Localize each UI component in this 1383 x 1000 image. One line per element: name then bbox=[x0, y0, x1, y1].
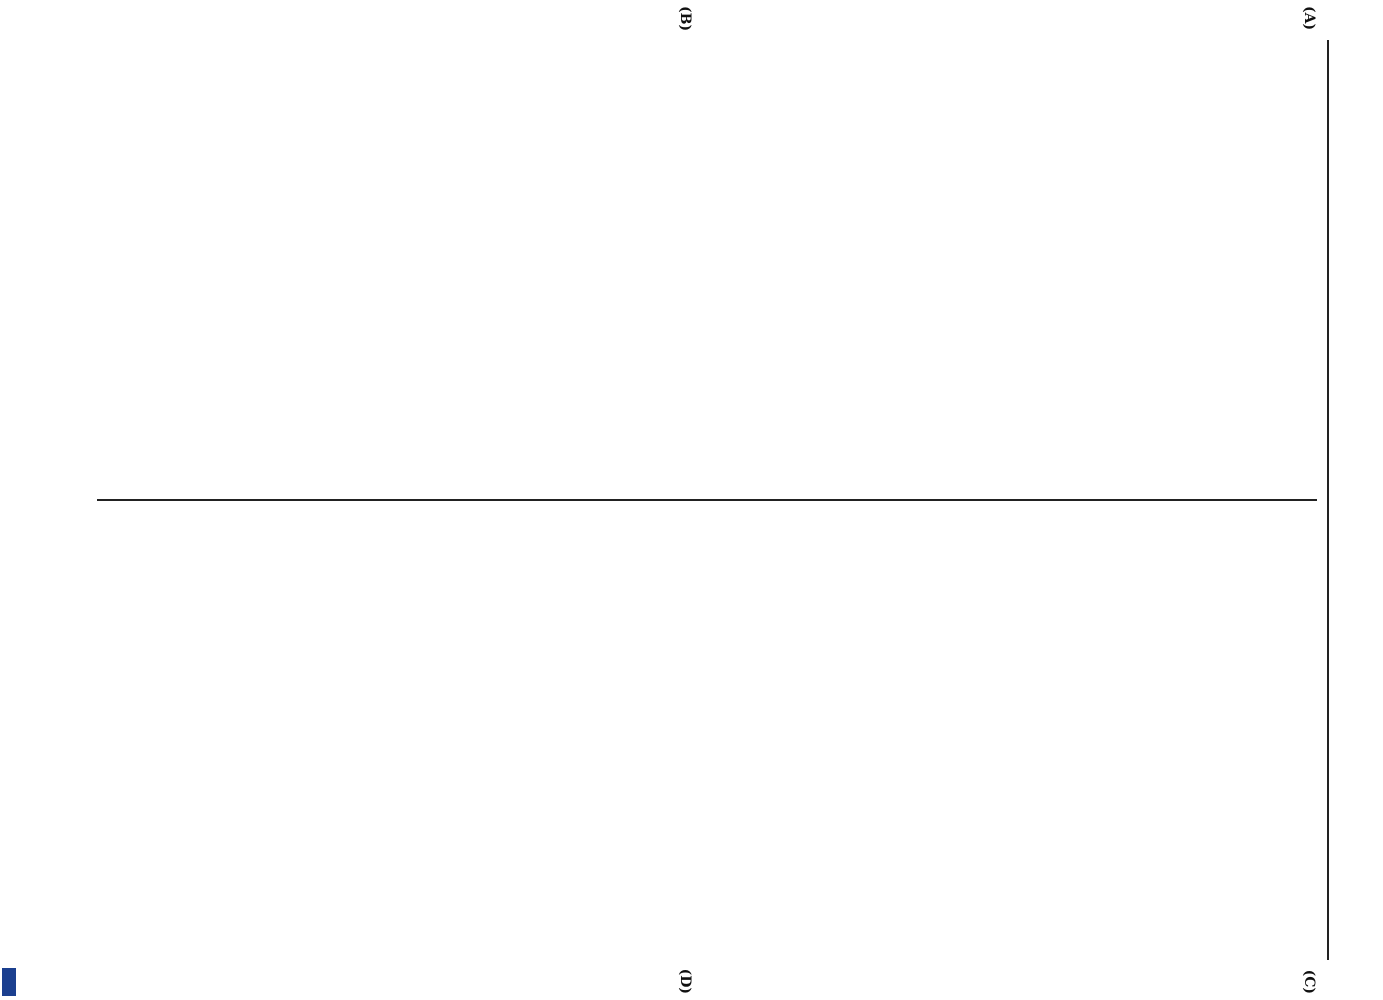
column-divider bbox=[97, 499, 1317, 501]
margin-mark-b: (B) bbox=[677, 6, 693, 32]
margin-mark-a: (A) bbox=[1301, 6, 1317, 31]
margin-mark-c: (C) bbox=[1301, 969, 1317, 994]
column-left bbox=[97, 40, 1317, 470]
column-right bbox=[97, 530, 1317, 960]
digitization-note bbox=[2, 560, 16, 990]
page-header bbox=[1327, 40, 1363, 960]
margin-mark-d: (D) bbox=[677, 968, 693, 994]
dfg-logo bbox=[2, 968, 16, 996]
